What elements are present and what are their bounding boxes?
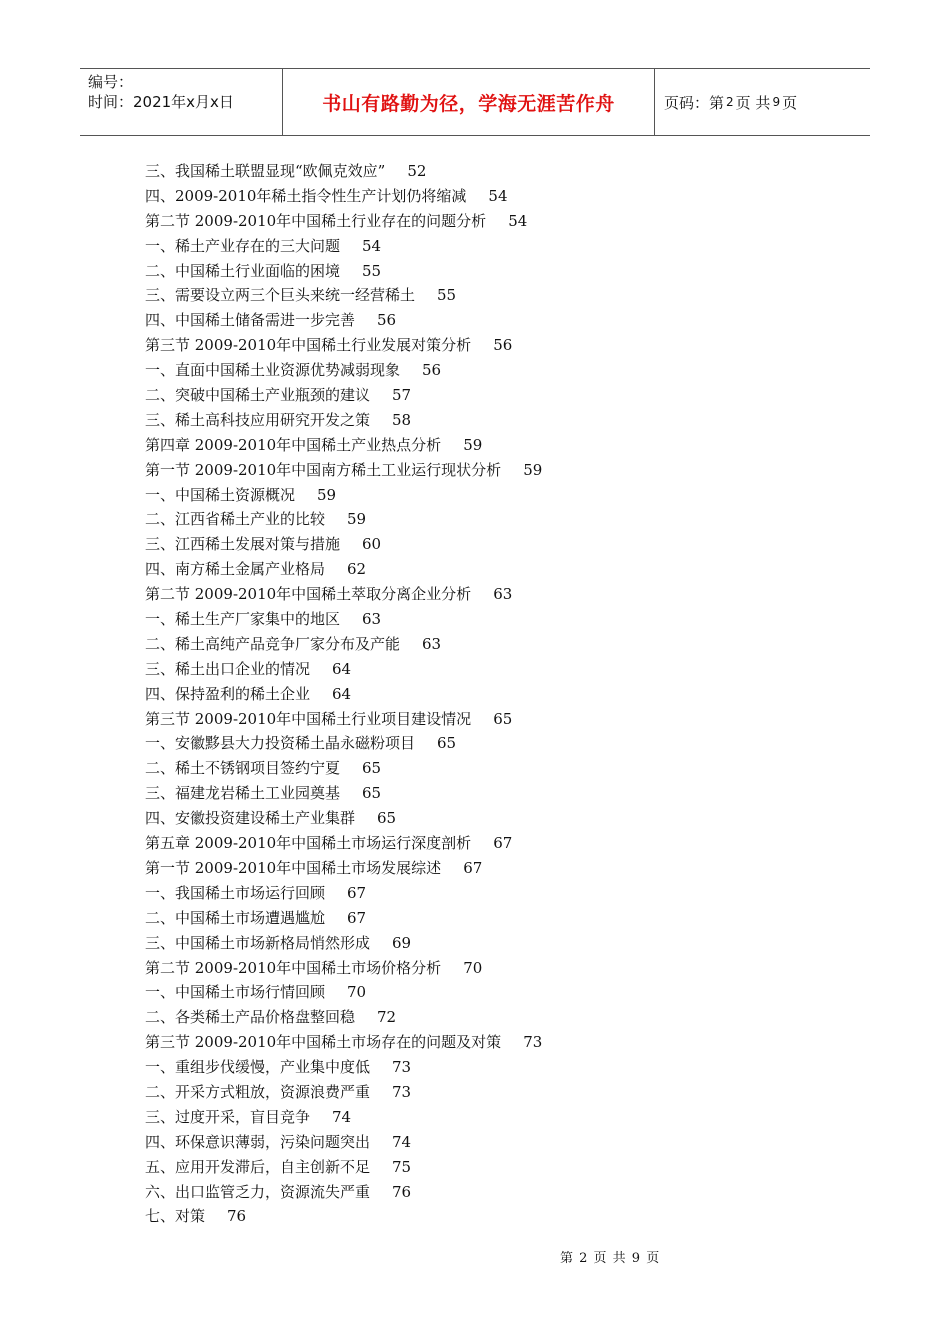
toc-entry-title: 一、重组步伐缓慢，产业集中度低	[145, 1058, 371, 1077]
toc-entry-title: 三、江西稀土发展对策与措施	[145, 535, 341, 554]
toc-entry-page: 56	[493, 336, 513, 355]
toc-entry-title: 第三节 2009-2010年中国稀土行业项目建设情况	[145, 709, 472, 728]
toc-entry-title: 四、环保意识薄弱，污染问题突出	[145, 1132, 371, 1151]
toc-entry-page: 73	[392, 1082, 412, 1101]
toc-entry-title: 四、安徽投资建设稀土产业集群	[145, 809, 356, 828]
toc-entry[interactable]	[145, 806, 825, 831]
toc-entry-page: 70	[463, 958, 483, 977]
toc-entry-title: 五、应用开发滞后，自主创新不足	[145, 1157, 371, 1176]
toc-entry-page: 75	[392, 1157, 412, 1176]
toc-entry[interactable]	[145, 831, 825, 856]
toc-entry-title: 七、对策	[145, 1207, 206, 1226]
toc-entry-page: 54	[488, 186, 508, 205]
toc-entry-title: 四、保持盈利的稀土企业	[145, 684, 311, 703]
toc-entry-page: 54	[508, 211, 528, 230]
toc-entry[interactable]	[145, 682, 825, 707]
toc-entry-page: 65	[362, 759, 382, 778]
toc-entry-title: 第一节 2009-2010年中国稀土市场发展综述	[145, 858, 442, 877]
number-label: 编号：	[88, 73, 134, 91]
toc-entry-title: 四、南方稀土金属产业格局	[145, 560, 326, 579]
toc-entry-page: 65	[377, 809, 397, 828]
toc-entry[interactable]	[145, 1204, 825, 1229]
page-header	[80, 68, 870, 136]
toc-entry-title: 二、稀土不锈钢项目签约宁夏	[145, 759, 341, 778]
toc-entry-title: 第二节 2009-2010年中国稀土市场价格分析	[145, 958, 442, 977]
toc-entry-page: 67	[347, 883, 367, 902]
toc-entry-title: 四、2009-2010年稀土指令性生产计划仍将缩减	[145, 186, 467, 205]
toc-entry-page: 73	[392, 1058, 412, 1077]
toc-entry-title: 二、稀土高纯产品竞争厂家分布及产能	[145, 634, 401, 653]
toc-entry[interactable]	[145, 283, 825, 308]
toc-entry[interactable]	[145, 184, 825, 209]
toc-entry[interactable]	[145, 433, 825, 458]
toc-entry-title: 第一节 2009-2010年中国南方稀土工业运行现状分析	[145, 460, 502, 479]
toc-entry-title: 二、中国稀土行业面临的困境	[145, 261, 341, 280]
toc-entry[interactable]	[145, 881, 825, 906]
toc-entry-page: 56	[422, 361, 442, 380]
toc-entry-page: 69	[392, 933, 412, 952]
toc-entry[interactable]	[145, 906, 825, 931]
toc-entry-page: 55	[362, 261, 382, 280]
toc-entry[interactable]	[145, 607, 825, 632]
toc-entry[interactable]	[145, 209, 825, 234]
toc-entry-title: 第四章 2009-2010年中国稀土产业热点分析	[145, 435, 442, 454]
toc-entry[interactable]	[145, 259, 825, 284]
toc-entry-title: 三、我国稀土联盟显现“欧佩克效应”	[145, 162, 386, 180]
toc-entry-page: 73	[523, 1033, 543, 1052]
toc-entry[interactable]	[145, 856, 825, 881]
page-prefix: 页码：第	[664, 93, 725, 112]
toc-entry[interactable]	[145, 931, 825, 956]
toc-entry-title: 一、稀土产业存在的三大问题	[145, 236, 341, 255]
toc-entry-title: 一、稀土生产厂家集中的地区	[145, 610, 341, 629]
toc-entry-title: 三、稀土出口企业的情况	[145, 659, 311, 678]
toc-entry[interactable]	[145, 234, 825, 259]
toc-entry-page: 55	[437, 286, 457, 305]
toc-entry-title: 一、安徽黟县大力投资稀土晶永磁粉项目	[145, 734, 416, 753]
toc-entry-page: 59	[523, 460, 543, 479]
toc-entry-title: 二、开采方式粗放，资源浪费严重	[145, 1082, 371, 1101]
toc-entry-title: 三、稀土高科技应用研究开发之策	[145, 410, 371, 429]
header-motto: 书山有路勤为径，学海无涯苦作舟	[282, 69, 655, 135]
page-current: 2	[726, 95, 734, 109]
toc-entry-page: 58	[392, 410, 412, 429]
toc-entry[interactable]	[145, 358, 825, 383]
toc-entry-page: 72	[377, 1008, 397, 1027]
toc-entry-page: 64	[332, 684, 352, 703]
page-middle: 页 共	[735, 93, 771, 112]
toc-entry[interactable]	[145, 408, 825, 433]
toc-entry[interactable]	[145, 1080, 825, 1105]
toc-entry-page: 57	[392, 386, 412, 405]
toc-entry-title: 第二节 2009-2010年中国稀土行业存在的问题分析	[145, 211, 487, 230]
toc-entry[interactable]	[145, 308, 825, 333]
toc-entry[interactable]	[145, 731, 825, 756]
toc-entry-page: 59	[347, 510, 367, 529]
toc-entry[interactable]	[145, 333, 825, 358]
toc-entry-title: 一、我国稀土市场运行回顾	[145, 883, 326, 902]
toc-entry[interactable]	[145, 1130, 825, 1155]
toc-entry-title: 六、出口监管乏力，资源流失严重	[145, 1182, 371, 1201]
toc-entry-title: 一、直面中国稀土业资源优势减弱现象	[145, 361, 401, 380]
toc-entry[interactable]	[145, 159, 825, 184]
toc-entry-page: 59	[463, 435, 483, 454]
toc-entry-title: 一、中国稀土市场行情回顾	[145, 983, 326, 1002]
toc-entry-title: 第五章 2009-2010年中国稀土市场运行深度剖析	[145, 834, 472, 853]
toc-entry-title: 三、过度开采，盲目竞争	[145, 1107, 311, 1126]
toc-entry-page: 60	[362, 535, 382, 554]
time-label: 时间：2021年x月x日	[88, 93, 234, 111]
header-info	[80, 69, 282, 135]
toc-entry-page: 64	[332, 659, 352, 678]
toc-entry-title: 一、中国稀土资源概况	[145, 485, 296, 504]
toc-entry-title: 第三节 2009-2010年中国稀土行业发展对策分析	[145, 336, 472, 355]
toc-entry[interactable]	[145, 1180, 825, 1205]
toc-entry-page: 56	[377, 311, 397, 330]
toc-entry[interactable]	[145, 532, 825, 557]
page-suffix: 页	[782, 93, 798, 112]
page-total: 9	[772, 95, 781, 109]
toc-entry-page: 67	[463, 858, 483, 877]
header-page-info	[655, 69, 870, 135]
toc-entry-page: 67	[493, 834, 513, 853]
toc-entry[interactable]	[145, 483, 825, 508]
toc-entry[interactable]	[145, 980, 825, 1005]
toc-entry[interactable]	[145, 582, 825, 607]
toc-entry-title: 第二节 2009-2010年中国稀土萃取分离企业分析	[145, 585, 472, 604]
toc-entry[interactable]	[145, 781, 825, 806]
toc-entry-page: 63	[493, 585, 513, 604]
toc-entry-page: 59	[317, 485, 337, 504]
toc-entry-page: 65	[437, 734, 457, 753]
toc-entry-title: 三、中国稀土市场新格局悄然形成	[145, 933, 371, 952]
toc-entry-page: 70	[347, 983, 367, 1002]
toc-entry[interactable]	[145, 956, 825, 981]
toc-entry-page: 52	[407, 162, 427, 180]
toc-entry-title: 二、中国稀土市场遭遇尴尬	[145, 908, 326, 927]
toc-entry[interactable]	[145, 657, 825, 682]
toc-entry-page: 74	[332, 1107, 352, 1126]
toc-entry[interactable]	[145, 458, 825, 483]
toc-entry-page: 63	[362, 610, 382, 629]
toc-entry[interactable]	[145, 632, 825, 657]
toc-entry-page: 65	[362, 784, 382, 803]
toc-entry-title: 三、需要设立两三个巨头来统一经营稀土	[145, 286, 416, 305]
toc-entry-page: 67	[347, 908, 367, 927]
toc-entry[interactable]	[145, 756, 825, 781]
toc-entry-title: 三、福建龙岩稀土工业园奠基	[145, 784, 341, 803]
toc-entry[interactable]	[145, 1030, 825, 1055]
toc-entry-page: 74	[392, 1132, 412, 1151]
toc-entry-page: 62	[347, 560, 367, 579]
toc-entry[interactable]	[145, 1055, 825, 1080]
toc-entry-page: 65	[493, 709, 513, 728]
toc-entry-page: 76	[392, 1182, 412, 1201]
toc-entry-page: 76	[227, 1207, 247, 1226]
toc-entry[interactable]	[145, 1155, 825, 1180]
toc-entry-title: 二、突破中国稀土产业瓶颈的建议	[145, 386, 371, 405]
toc-entry[interactable]	[145, 383, 825, 408]
toc-entry-page: 54	[362, 236, 382, 255]
toc-entry-title: 第三节 2009-2010年中国稀土市场存在的问题及对策	[145, 1033, 502, 1052]
toc-entry[interactable]	[145, 1105, 825, 1130]
toc-entry[interactable]	[145, 557, 825, 582]
page-footer: 第 2 页 共 9 页	[560, 1251, 661, 1266]
toc-entry[interactable]	[145, 1005, 825, 1030]
table-of-contents	[145, 159, 825, 1229]
toc-entry[interactable]	[145, 707, 825, 732]
toc-entry-title: 二、江西省稀土产业的比较	[145, 510, 326, 529]
toc-entry-title: 四、中国稀土储备需进一步完善	[145, 311, 356, 330]
toc-entry-page: 63	[422, 634, 442, 653]
toc-entry[interactable]	[145, 507, 825, 532]
toc-entry-title: 二、各类稀土产品价格盘整回稳	[145, 1008, 356, 1027]
